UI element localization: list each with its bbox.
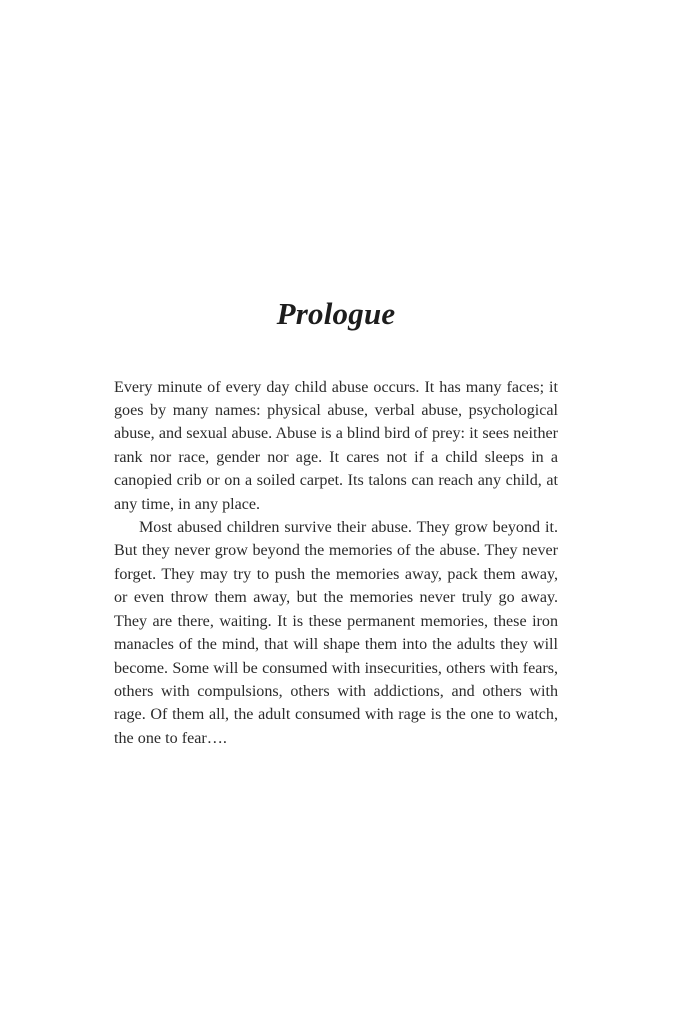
page-content — [114, 296, 558, 750]
body-paragraph: Most abused children survive their abuse. They grow beyond it. But they never grow beyond the memories of the abuse. They never forget. They may try to push the memories away, pack them away, or even throw them away, but the memories never truly go away. They are there, waiting. It is these permanent memories, these iron manacles of the mind, that will shape them into the adults they will become. Some will be consumed with insecurities, others with fears, others with compulsions, others with addictions, and others with rage. Of them all, the adult consumed with rage is the one to watch, the one to fear…. — [114, 519, 558, 747]
body-paragraph: Every minute of every day child abuse occurs. It has many faces; it goes by many names: physical abuse, verbal abuse, psychological abuse, and sexual abuse. Abuse is a blind bird of prey: it sees neither rank nor race, gender nor age. It cares not if a child sleeps in a canopied crib or on a soiled carpet. Its talons can reach any child, at any time, in any place. — [114, 378, 558, 513]
page-title: Prologue — [276, 296, 396, 331]
